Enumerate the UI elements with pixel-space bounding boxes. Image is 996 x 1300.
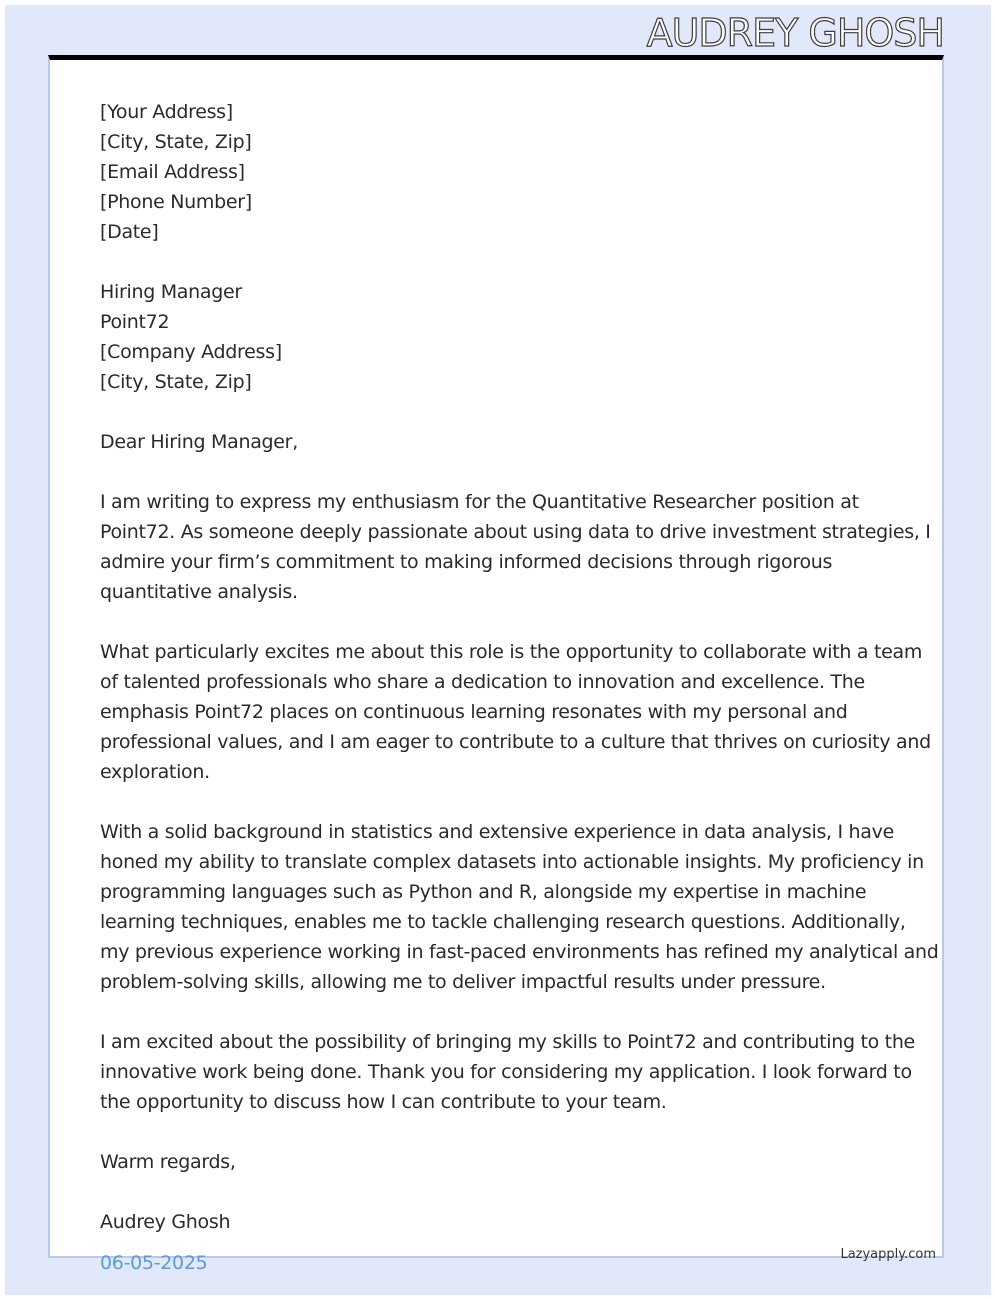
brand-watermark: Lazyapply.com (840, 1247, 936, 1262)
recipient-title: Hiring Manager (100, 281, 242, 303)
paragraph-line: the opportunity to discuss how I can contribute to your team. (100, 1091, 667, 1113)
header-name: AUDREY GHOSH (646, 11, 944, 55)
paragraph-line: Point72. As someone deeply passionate about using data to drive investment strategies, I (100, 521, 931, 543)
paragraph-line: I am excited about the possibility of bringing my skills to Point72 and contributing to the (100, 1031, 915, 1053)
paragraph-line: of talented professionals who share a dedication to innovation and excellence. The (100, 671, 865, 693)
paragraph-line: quantitative analysis. (100, 581, 298, 603)
paragraph-line: programming languages such as Python and R, alongside my expertise in machine (100, 881, 867, 903)
recipient-block (100, 277, 900, 397)
letter-body (100, 97, 939, 1237)
paragraph-line: With a solid background in statistics and extensive experience in data analysis, I have (100, 821, 894, 843)
paragraph-line: professional values, and I am eager to contribute to a culture that thrives on curiosity and (100, 731, 931, 753)
paragraph-3 (100, 817, 939, 997)
sender-city-state-zip: [City, State, Zip] (100, 131, 252, 153)
paragraph-2 (100, 637, 931, 787)
paragraph-line: admire your firm’s commitment to making informed decisions through rigorous (100, 551, 833, 573)
paragraph-line: What particularly excites me about this role is the opportunity to collaborate with a team (100, 641, 923, 663)
paragraph-line: innovative work being done. Thank you for considering my application. I look forward to (100, 1061, 912, 1083)
footer-date: 06-05-2025 (100, 1252, 208, 1274)
paragraph-1 (100, 487, 931, 607)
sender-address: [Your Address] (100, 101, 233, 123)
recipient-address: [Company Address] (100, 341, 282, 363)
paragraph-line: exploration. (100, 761, 210, 783)
recipient-city-state-zip: [City, State, Zip] (100, 371, 252, 393)
sender-email: [Email Address] (100, 161, 245, 183)
sender-phone: [Phone Number] (100, 191, 252, 213)
paragraph-line: honed my ability to translate complex datasets into actionable insights. My proficiency in (100, 851, 924, 873)
salutation: Dear Hiring Manager, (100, 431, 298, 453)
paragraph-line: problem-solving skills, allowing me to deliver impactful results under pressure. (100, 971, 826, 993)
closing: Warm regards, (100, 1151, 236, 1173)
paragraph-line: my previous experience working in fast-paced environments has refined my analytical and (100, 941, 939, 963)
paragraph-line: learning techniques, enables me to tackle challenging research questions. Additionally, (100, 911, 906, 933)
signature: Audrey Ghosh (100, 1211, 231, 1233)
paragraph-line: emphasis Point72 places on continuous learning resonates with my personal and (100, 701, 848, 723)
paragraph-4 (100, 1027, 915, 1117)
sender-block (100, 97, 900, 247)
sender-date: [Date] (100, 221, 159, 243)
recipient-company: Point72 (100, 311, 170, 333)
paragraph-line: I am writing to express my enthusiasm for the Quantitative Researcher position at (100, 491, 859, 513)
